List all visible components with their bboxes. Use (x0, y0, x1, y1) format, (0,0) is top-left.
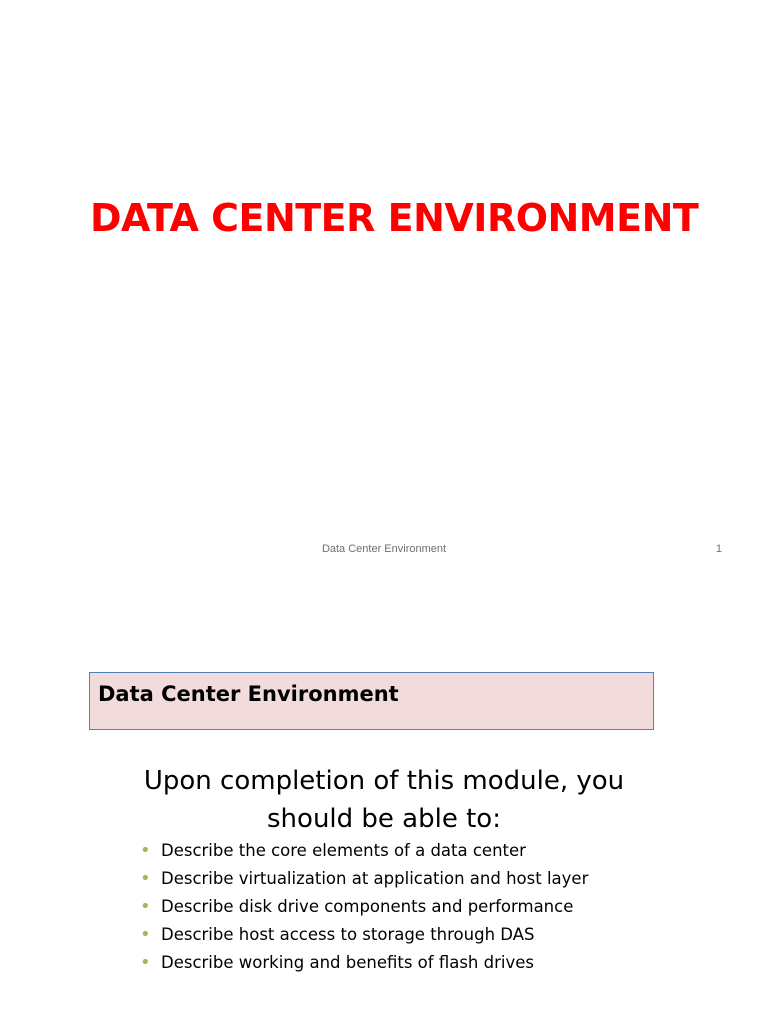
slide-page-number: 1 (715, 543, 722, 555)
list-item (140, 868, 700, 896)
bullet-icon: • (140, 840, 151, 861)
list-item (140, 896, 700, 924)
list-item-text: Describe virtualization at application and host layer (161, 869, 589, 888)
intro-line-1: Upon completion of this module, you (143, 766, 625, 796)
list-item (140, 924, 700, 952)
bullet-icon: • (140, 896, 151, 917)
slide-header-title: Data Center Environment (98, 682, 399, 706)
list-item-text: Describe working and benefits of flash drives (161, 953, 534, 972)
bullet-icon: • (140, 924, 151, 945)
objectives-slide (0, 600, 768, 1024)
list-item-text: Describe host access to storage through DAS (161, 925, 535, 944)
slide-footer: Data Center Environment (321, 543, 447, 555)
slide-header-box (89, 672, 654, 730)
list-item (140, 952, 700, 980)
list-item (140, 840, 700, 868)
slide-title: DATA CENTER ENVIRONMENT (90, 196, 699, 240)
bullet-icon: • (140, 868, 151, 889)
list-item-text: Describe the core elements of a data center (161, 841, 526, 860)
list-item-text: Describe disk drive components and performance (161, 897, 574, 916)
objectives-list (140, 840, 700, 980)
bullet-icon: • (140, 952, 151, 973)
intro-line-2: should be able to: (267, 804, 501, 834)
intro-text (100, 762, 668, 838)
